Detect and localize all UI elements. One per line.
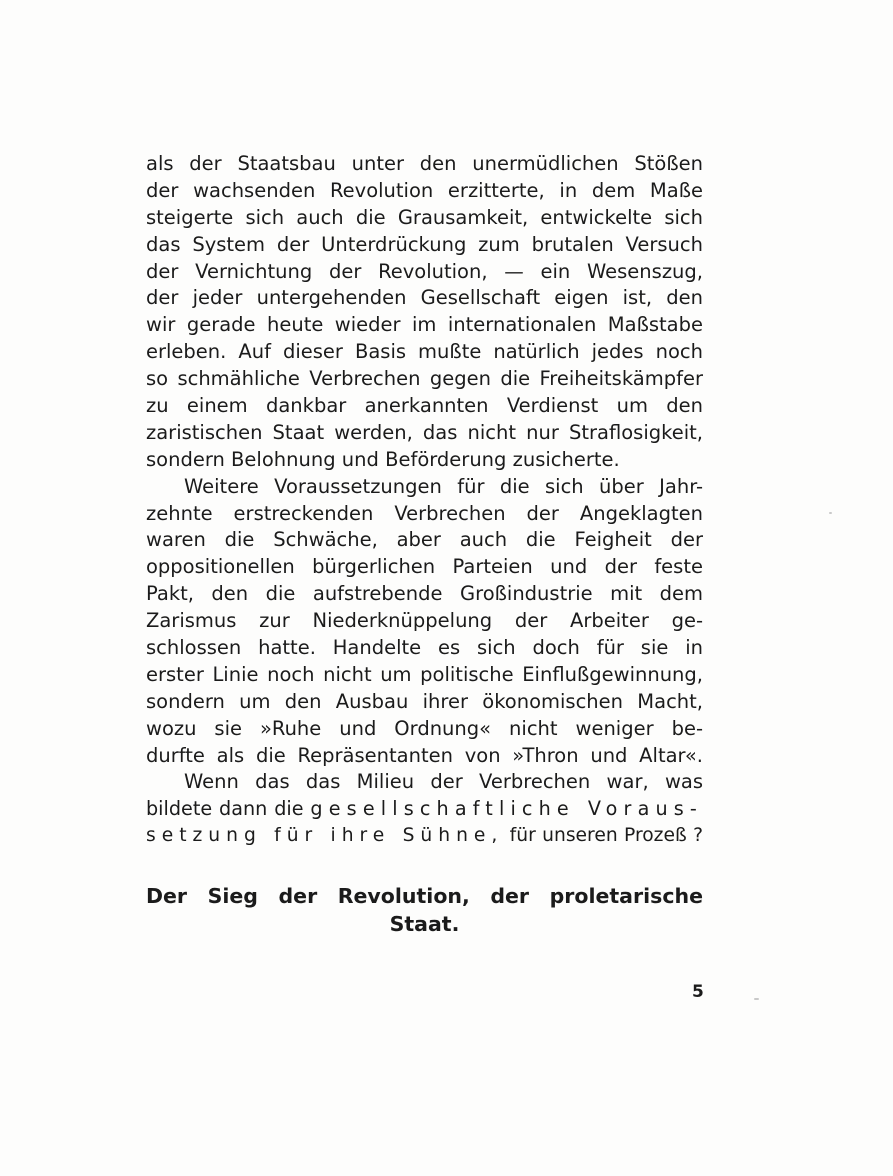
text-line: durfte als die Repräsentanten von »Thron und Altar«. [146,743,703,767]
text-line: steigerte sich auch die Grausamkeit, entwickelte sich [146,205,703,229]
text-line: der Vernichtung der Revolution, — ein Wesenszug, [146,259,703,283]
text-line: zehnte erstreckenden Verbrechen der Angeklagten [146,501,703,525]
paragraph-1 [146,151,703,474]
text-line: als der Staatsbau unter den unermüdlichen Stößen [146,152,703,175]
text-line: erleben. Auf dieser Basis mußte natürlich jedes noch [146,340,703,364]
text-line: zaristischen Staat werden, das nicht nur Straflosigkeit, [146,420,703,444]
spaced-text-segment: gesellschaftliche Voraus- [310,797,703,821]
text-line: das System der Unterdrückung zum brutalen Versuch [146,232,703,256]
paragraph-3 [146,769,703,850]
text-line: sondern Belohnung und Beförderung zusicherte. [146,447,620,471]
text-segment: für unseren Prozeß ? [503,825,703,847]
text-line: oppositionellen bürgerlichen Parteien und der feste [146,555,703,579]
body-text [146,151,703,850]
text-line [146,823,703,850]
scan-speck [829,512,832,514]
text-line: Weitere Voraussetzungen für die sich über Jahr- [184,474,703,498]
text-line: so schmähliche Verbrechen gegen die Freiheitskämpfer [146,367,703,391]
page-number: 5 [692,982,704,1002]
text-line [146,796,703,823]
spaced-text-segment: setzung für ihre Sühne, [146,825,504,847]
text-line: Wenn das das Milieu der Verbrechen war, was [184,770,703,794]
heading-line: Der Sieg der Revolution, der proletarische [146,884,703,908]
text-line: der jeder untergehenden Gesellschaft eigen ist, den [146,286,703,310]
text-line: zu einem dankbar anerkannten Verdienst um den [146,394,703,418]
text-line: Zarismus zur Niederknüppelung der Arbeiter ge- [146,609,703,633]
scan-speck [754,998,759,1000]
paragraph-2 [146,474,703,770]
text-line: erster Linie noch nicht um politische Einflußgewinnung, [146,662,703,686]
text-segment: bildete dann die [146,797,311,821]
text-line: wozu sie »Ruhe und Ordnung« nicht weniger be- [146,716,703,740]
heading-line: Staat. [389,912,460,936]
text-line: sondern um den Ausbau ihrer ökonomischen Macht, [146,689,703,713]
text-line: der wachsenden Revolution erzitterte, in dem Maße [146,178,703,202]
text-line: wir gerade heute wieder im internationalen Maßstabe [146,313,703,337]
text-line: schlossen hatte. Handelte es sich doch für sie in [146,636,703,660]
text-line: Pakt, den die aufstrebende Großindustrie mit dem [146,582,703,606]
text-line: waren die Schwäche, aber auch die Feigheit der [146,528,703,552]
section-heading [146,882,703,938]
